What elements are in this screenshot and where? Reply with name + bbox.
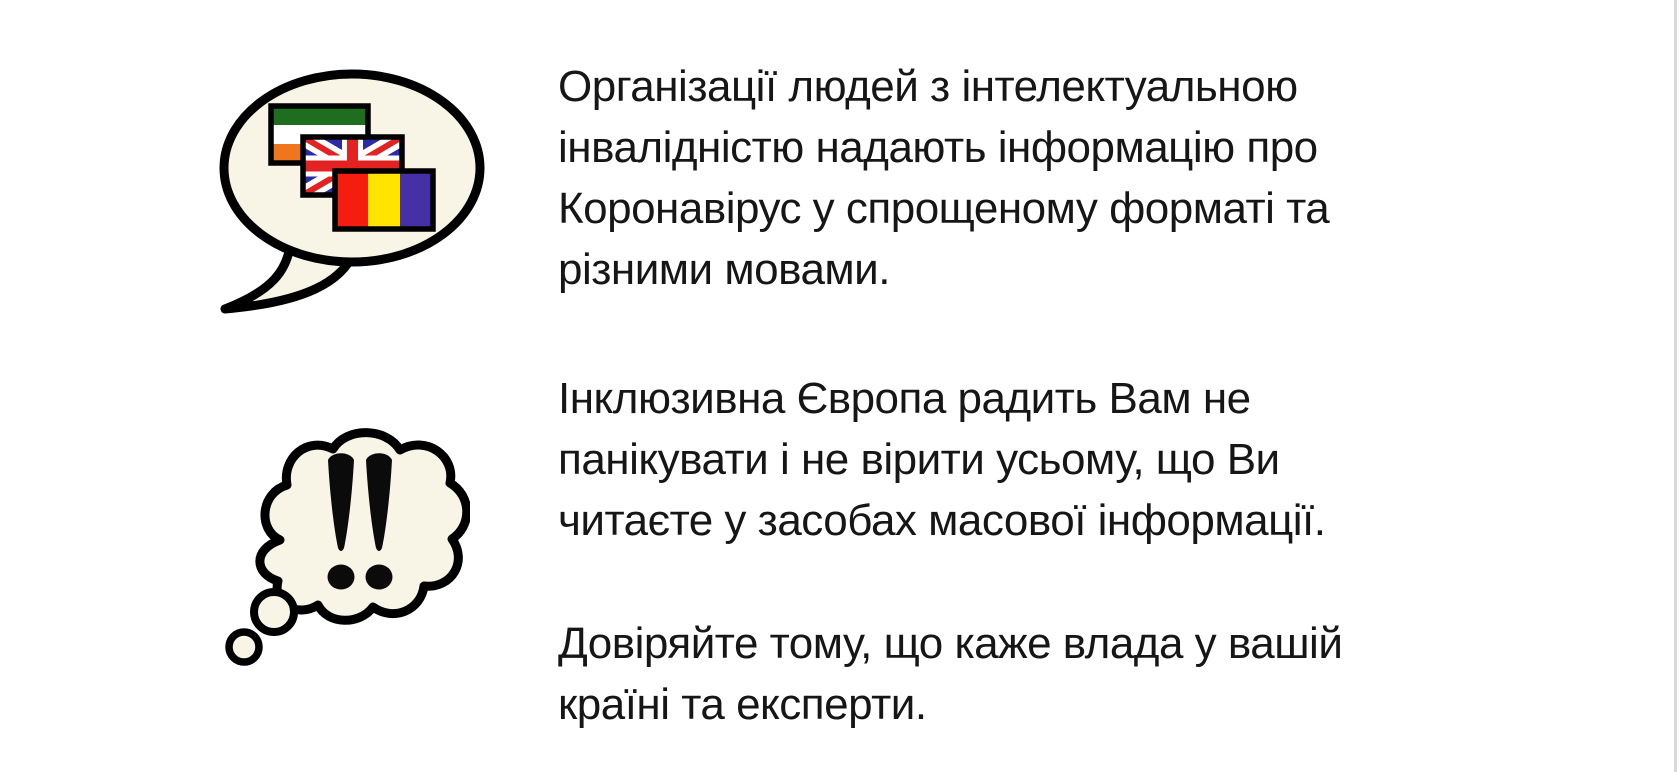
thought-trail-circle-small — [229, 632, 259, 662]
text-line: Коронавірус у спрощеному форматі та — [558, 184, 1330, 233]
text-line: Інклюзивна Європа радить Вам не — [558, 374, 1251, 423]
paragraph-organisations-info — [558, 56, 1518, 300]
text-line: різними мовами. — [558, 245, 890, 294]
romania-flag-icon — [335, 171, 433, 229]
text-line: читаєте у засобах масової інформації. — [558, 496, 1326, 545]
text-line: Довіряйте тому, що каже влада у вашій — [558, 619, 1343, 668]
thought-bubble-exclamations-illustration — [210, 390, 470, 680]
text-line: панікувати і не вірити усьому, що Ви — [558, 435, 1280, 484]
text-line: країні та експерти. — [558, 680, 927, 729]
text-line: Організації людей з інтелектуальною — [558, 62, 1298, 111]
paragraph-trust-authorities — [558, 613, 1518, 735]
text-line: інвалідністю надають інформацію про — [558, 123, 1318, 172]
page-edge-divider — [1674, 0, 1677, 772]
thought-bubble-cloud — [260, 433, 467, 621]
speech-bubble-flags-illustration — [205, 58, 495, 320]
paragraph-inclusion-europe-advice — [558, 368, 1518, 551]
thought-trail-circle-medium — [254, 592, 294, 632]
